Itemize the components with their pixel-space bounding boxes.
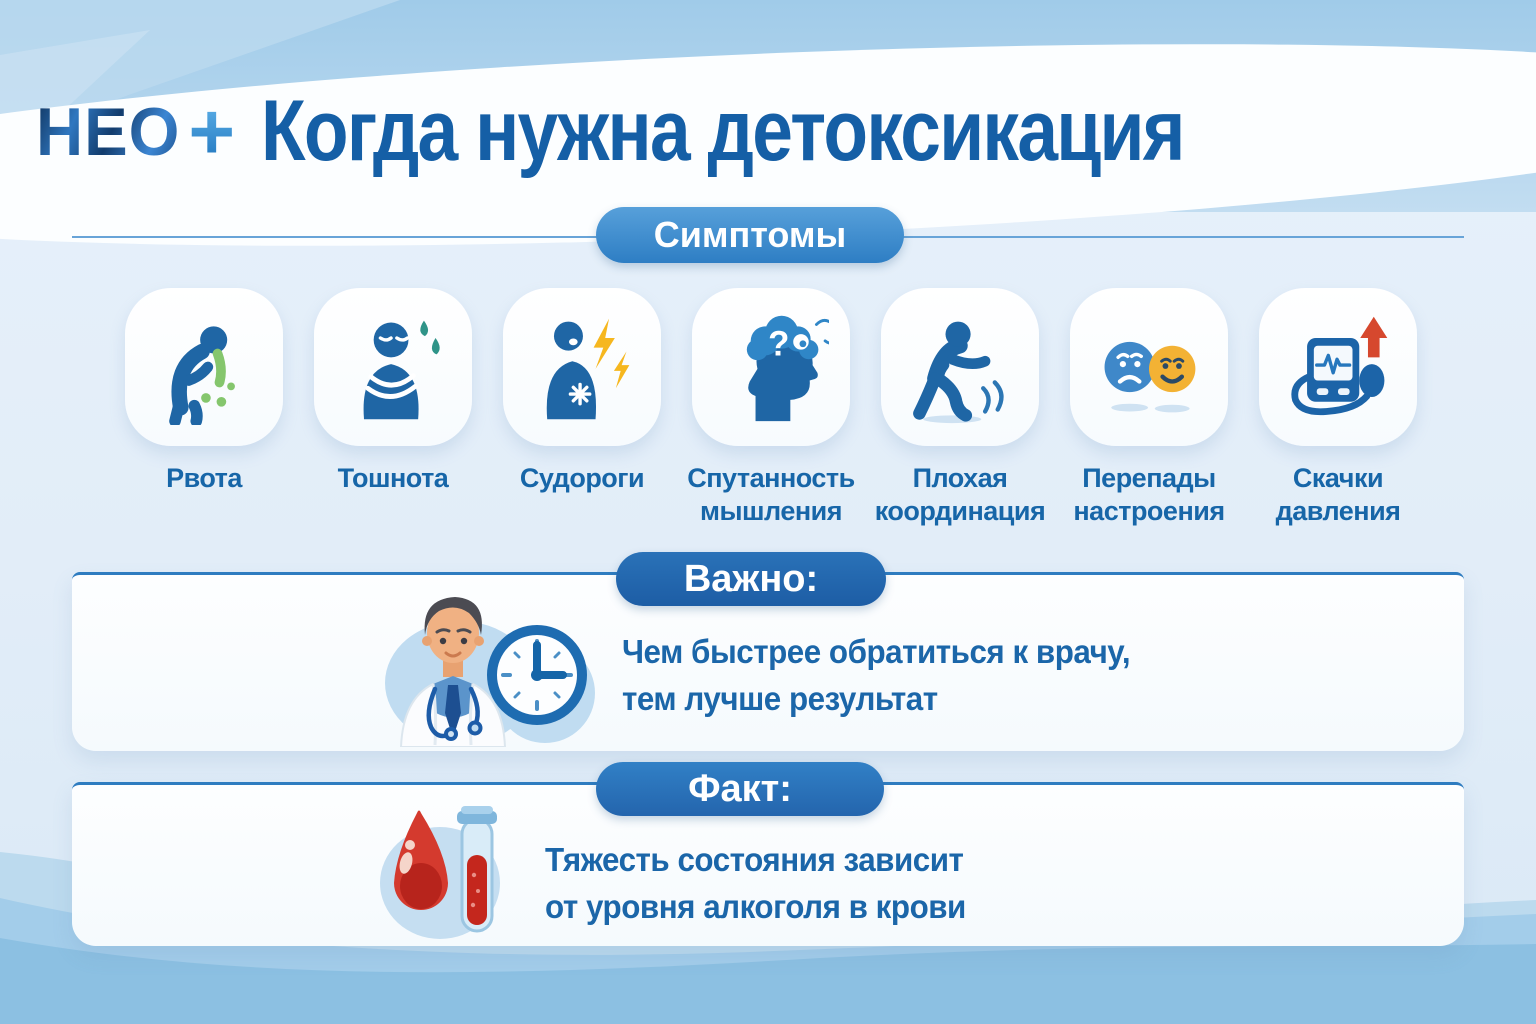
- symptom-label: Судороги: [519, 463, 645, 493]
- fact-text: [545, 836, 966, 930]
- symptom-label: Перепады настроения: [1073, 463, 1225, 526]
- important-badge: Важно:: [616, 552, 886, 606]
- nausea-person-icon: [335, 309, 451, 425]
- symptom-item-nausea: [314, 288, 472, 528]
- confused-mind-icon: [713, 309, 829, 425]
- symptom-item-pressure: [1259, 288, 1417, 528]
- symptoms-row: [125, 288, 1417, 528]
- symptom-item-mood: [1070, 288, 1228, 528]
- important-text-line2: тем лучше результат: [622, 680, 938, 717]
- important-text: [622, 628, 1130, 722]
- symptoms-badge: Симптомы: [596, 207, 904, 263]
- symptom-label: Плохая координация: [874, 463, 1046, 526]
- symptom-item-confusion: [687, 288, 855, 528]
- important-text-line1: Чем быстрее обратиться к врачу,: [622, 633, 1131, 670]
- symptom-card: [1070, 288, 1228, 446]
- stumbling-person-icon: [902, 309, 1018, 425]
- symptom-label: Тошнота: [337, 463, 449, 493]
- symptom-card: [314, 288, 472, 446]
- symptom-card: [692, 288, 850, 446]
- header: [36, 82, 1347, 181]
- blood-drop-test-tube-illustration: [368, 791, 543, 943]
- symptom-item-vomiting: [125, 288, 283, 528]
- symptom-item-coordination: [874, 288, 1046, 528]
- logo-text: НЕО: [36, 93, 181, 170]
- symptom-card: [503, 288, 661, 446]
- doctor-clock-illustration: [375, 585, 605, 747]
- convulsions-person-icon: [524, 309, 640, 425]
- symptom-label: Рвота: [166, 463, 242, 493]
- fact-text-line2: от уровня алкоголя в крови: [545, 888, 966, 925]
- vomiting-person-icon: [146, 309, 262, 425]
- svg-text:?: ?: [768, 324, 790, 364]
- symptom-card: [1259, 288, 1417, 446]
- symptom-item-convulsions: [503, 288, 661, 528]
- symptom-card: [125, 288, 283, 446]
- symptom-card: [881, 288, 1039, 446]
- page-title: Когда нужна детоксикация: [261, 83, 1184, 179]
- symptom-label: Скачки давления: [1275, 463, 1401, 526]
- blood-pressure-monitor-icon: [1280, 309, 1396, 425]
- mood-swings-faces-icon: [1091, 309, 1207, 425]
- fact-badge: Факт:: [596, 762, 884, 816]
- logo-plus-icon: +: [188, 86, 236, 176]
- neo-plus-logo: [36, 86, 236, 176]
- symptom-label: Спутанность мышления: [687, 463, 855, 526]
- fact-text-line1: Тяжесть состояния зависит: [545, 841, 964, 878]
